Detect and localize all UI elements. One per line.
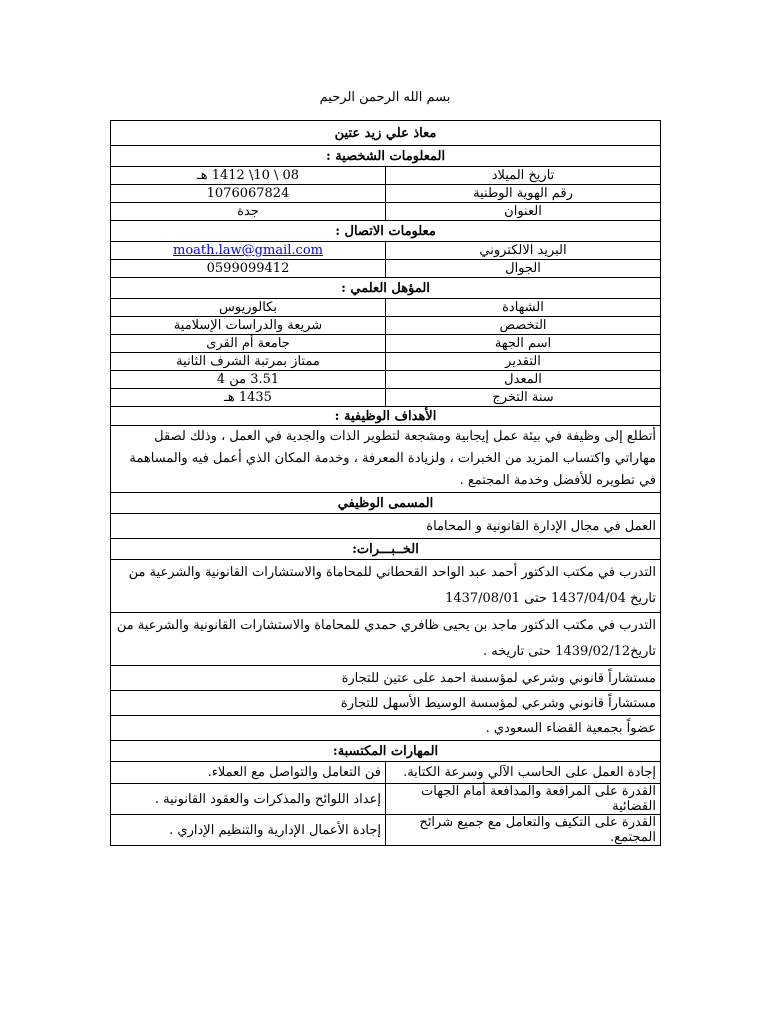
- phone-value: 0599099412: [111, 260, 386, 278]
- education-row: [111, 299, 661, 317]
- section-education-title: المؤهل العلمي :: [111, 278, 661, 299]
- contact-row: [111, 242, 661, 260]
- birthdate-value: 08 \ 10\ 1412 هـ: [111, 167, 386, 185]
- experience-item: مستشاراً قانوني وشرعي لمؤسسة احمد على عتين للتجارة: [111, 666, 661, 691]
- cv-table: [110, 120, 661, 846]
- major-value: شريعة والدراسات الإسلامية: [111, 317, 386, 335]
- experience-item: التدرب في مكتب الدكتور ماجد بن يحيى ظافري حمدي للمحاماة والاستشارات القانونية والشرعية من تاريخ1439/02/12 حتى تاريخه .: [111, 613, 661, 666]
- personal-row: [111, 185, 661, 203]
- basmala: بسم الله الرحمن الرحيم: [319, 90, 451, 105]
- education-row: [111, 335, 661, 353]
- email-label: البريد الالكتروني: [386, 242, 661, 260]
- skills-row: [111, 762, 661, 784]
- skill-item: فن التعامل والتواصل مع العملاء.: [111, 762, 386, 784]
- skills-row: [111, 815, 661, 846]
- address-label: العنوان: [386, 203, 661, 221]
- gpa-label: المعدل: [386, 371, 661, 389]
- education-row: [111, 353, 661, 371]
- skill-item: إعداد اللوائح والمذكرات والعقود القانونية .: [111, 784, 386, 815]
- national-id-label: رقم الهوية الوطنية: [386, 185, 661, 203]
- education-row: [111, 317, 661, 335]
- job-title-text: العمل في مجال الإدارة القانونية و المحاماة: [111, 514, 661, 539]
- section-experience-title: الخــبـــرات:: [111, 539, 661, 560]
- objectives-text: أتطلع إلى وظيفة في بيئة عمل إيجابية ومشجعة لتطوير الذات والجدية في العمل ، وذلك لصقل مهاراتي واكتساب المزيد من الخبرات ، ولزيادة المعرفة ، وخدمة المكان الذي أعمل فيه والمساهمة في تطويره للأفضل وخدمة المجتمع .: [111, 426, 661, 493]
- degree-value: بكالوريوس: [111, 299, 386, 317]
- personal-row: [111, 167, 661, 185]
- education-row: [111, 389, 661, 407]
- institution-value: جامعة أم القرى: [111, 335, 386, 353]
- section-objectives-title: الأهداف الوظيفية :: [111, 407, 661, 426]
- institution-label: اسم الجهة: [386, 335, 661, 353]
- email-cell: [111, 242, 386, 260]
- section-contact-title: معلومات الاتصال :: [111, 221, 661, 242]
- education-row: [111, 371, 661, 389]
- grade-label: التقدير: [386, 353, 661, 371]
- experience-item: التدرب في مكتب الدكتور أحمد عبد الواحد القحطاني للمحاماة والاستشارات القانونية والشرعية من تاريخ 1437/04/04 حتى 1437/08/01: [111, 560, 661, 613]
- skills-row: [111, 784, 661, 815]
- skill-item: القدرة على التكيف والتعامل مع جميع شرائح المجتمع.: [386, 815, 661, 846]
- grade-value: ممتاز بمرتبة الشرف الثانية: [111, 353, 386, 371]
- gpa-value: 3.51 من 4: [111, 371, 386, 389]
- section-job-title: المسمى الوظيفي: [111, 493, 661, 514]
- major-label: التخصص: [386, 317, 661, 335]
- skill-item: إجادة العمل على الحاسب الآلي وسرعة الكتابة.: [386, 762, 661, 784]
- degree-label: الشهادة: [386, 299, 661, 317]
- section-skills-title: المهارات المكتسبة:: [111, 741, 661, 762]
- skill-item: القدرة على المرافعة والمدافعة أمام الجهات القضائية: [386, 784, 661, 815]
- experience-item: عضواً بجمعية القضاء السعودي .: [111, 716, 661, 741]
- contact-row: [111, 260, 661, 278]
- phone-label: الجوال: [386, 260, 661, 278]
- personal-row: [111, 203, 661, 221]
- full-name: معاذ علي زيد عتين: [111, 121, 661, 146]
- graduation-year-label: سنة التخرج: [386, 389, 661, 407]
- section-personal-title: المعلومات الشخصية :: [111, 146, 661, 167]
- address-value: جدة: [111, 203, 386, 221]
- national-id-value: 1076067824: [111, 185, 386, 203]
- graduation-year-value: 1435 هـ: [111, 389, 386, 407]
- email-link[interactable]: moath.law@gmail.com: [173, 243, 323, 258]
- birthdate-label: تاريخ الميلاد: [386, 167, 661, 185]
- experience-item: مستشاراً قانوني وشرعي لمؤسسة الوسيط الأسهل للتجارة: [111, 691, 661, 716]
- skill-item: إجادة الأعمال الإدارية والتنظيم الإداري .: [111, 815, 386, 846]
